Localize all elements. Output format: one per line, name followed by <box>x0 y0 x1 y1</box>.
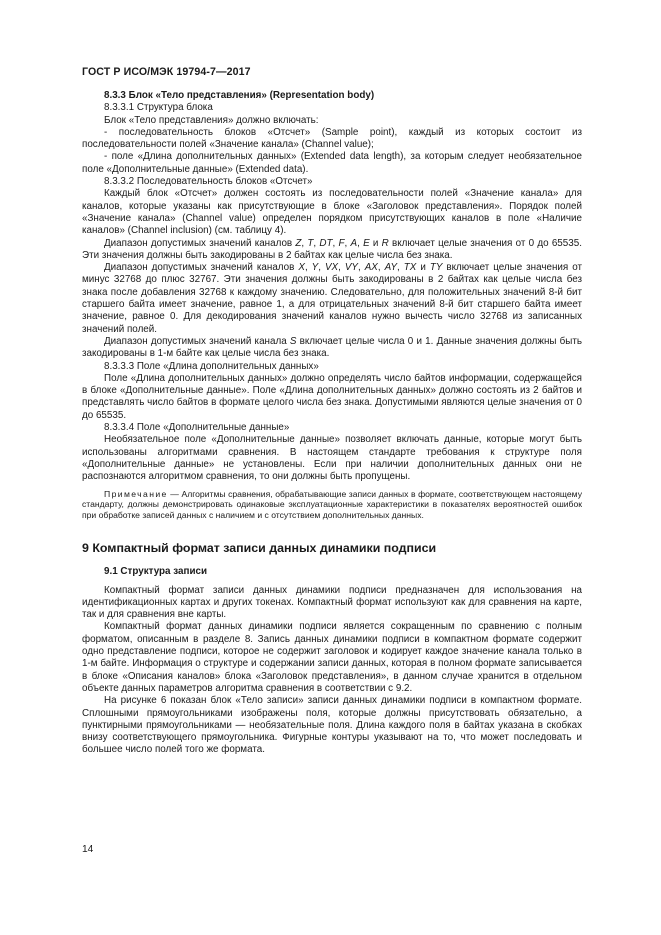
page-number: 14 <box>82 844 94 855</box>
list-item: - последовательность блоков «Отсчет» (Sample point), каждый из которых состоит из последовательности полей «Значение канала» (Channel value); <box>82 126 582 151</box>
paragraph-channel-range-signed <box>82 262 582 336</box>
paragraph: Поле «Длина дополнительных данных» должно определять число байтов информации, содержащейся в блоке «Дополнительные данные». Поле «Длина дополнительных данных» должно состоять из 2 байтов и представлять число байтов в формате целого числа без знака. Допустимыми являются целые значения от 0 до 65535. <box>82 372 582 421</box>
channel-var: Z <box>295 237 302 249</box>
channel-var: X <box>298 262 305 274</box>
channel-var: TY <box>429 262 443 274</box>
subsection-8-3-3-2-title: 8.3.3.2 Последовательность блоков «Отсчет» <box>104 176 313 188</box>
text-run: , <box>377 262 385 274</box>
channel-var: Y <box>311 262 319 274</box>
text-run: , <box>301 237 308 249</box>
paragraph: Необязательное поле «Дополнительные данные» позволяет включать данные, которые могут быть использованы алгоритмами сравнения. В настоящем стандарте требования к структуре поля «Дополнительные данные» не установлены. Если при наличии дополнительных данных они не распознаются алгоритмом сравнения, то они должны быть пропущены. <box>82 434 582 483</box>
paragraph: Каждый блок «Отсчет» должен состоять из последовательности полей «Значение канала» для каналов, которые указаны как присутствующие в блоке «Заголовок представления». Порядок полей «Значение канала» (Channel value) определен порядком присутствующих каналов в поле «Наличие каналов» (Channel inclusion) (см. таблицу 4). <box>82 188 582 237</box>
channel-var: AX <box>364 262 378 274</box>
channel-var: AY <box>384 262 398 274</box>
page-content <box>82 90 582 757</box>
note-label: Примечание <box>104 488 168 499</box>
text-run: , <box>304 262 312 274</box>
paragraph: Блок «Тело представления» должно включать: <box>104 114 319 126</box>
paragraph-channel-range-2byte <box>82 238 582 263</box>
text-run: , <box>344 237 351 249</box>
text-run: , <box>332 237 339 249</box>
text-run: , <box>358 262 365 274</box>
text-run: , <box>313 237 320 249</box>
text-run: , <box>357 237 364 249</box>
text-run: Диапазон допустимых значений канала <box>104 335 290 347</box>
text-run: , <box>318 262 325 274</box>
channel-var: S <box>289 335 297 347</box>
channel-var: R <box>381 237 389 249</box>
note-text: — Алгоритмы сравнения, обрабатывающие записи данных в формате, соответствующем настоящему стандарту, должны демонстрировать одинаковые эксплуатационные характеристики в показателях вероятностей ошибок при обработке записей данных с наличием и с отсутствием дополнительных данных. <box>82 488 582 520</box>
text-run: включает целые числа 0 и 1. Данные значения должны быть закодированы в 1-м байте как целые числа без знака. <box>82 335 583 360</box>
text-run: и <box>416 262 430 274</box>
channel-var: TX <box>403 262 417 274</box>
section-8-3-3-title: 8.3.3 Блок «Тело представления» (Representation body) <box>104 90 375 101</box>
channel-var: E <box>363 237 370 249</box>
subsection-8-3-3-1-title: 8.3.3.1 Структура блока <box>104 102 213 114</box>
document-header: ГОСТ Р ИСО/МЭК 19794-7—2017 <box>82 66 251 78</box>
channel-var: T <box>307 237 314 249</box>
list-item: - поле «Длина дополнительных данных» (Extended data length), за которым следует необязательное поле «Дополнительные данные» (Extended data). <box>82 151 582 175</box>
paragraph-channel-range-s <box>82 336 582 361</box>
note <box>82 489 582 521</box>
text-run: Диапазон допустимых значений каналов <box>104 237 296 249</box>
paragraph: На рисунке 6 показан блок «Тело записи» записи данных динамики подписи в компактном формате. Сплошными прямоугольниками изображены поля, которые должны присутствовать обязательно, а пунктирными прямоугольниками — необязательные поля. Длина каждого поля в байтах указана в скобках внизу соответствующего прямоугольника. Фигурные контуры указывают на то, что может последовать и большее число полей того же формата. <box>82 695 582 756</box>
paragraph: Компактный формат данных динамики подписи является сокращенным по сравнению с полным форматом, описанным в разделе 8. Запись данных динамики подписи в компактном формате содержит одно представление подписи, которое не содержит заголовок и кодирует каждое значение канала только в 1-м байте. Информация о структуре и содержании записи данных, которая в полном формате записывается в блоке «Описания каналов» блока «Заголовок представления», в данном случае хранится в отдельном объекте данных параметров алгоритма сравнения в соответствии с 9.2. <box>82 621 582 694</box>
subsection-8-3-3-3-title: 8.3.3.3 Поле «Длина дополнительных данных» <box>104 360 319 372</box>
channel-var: VX <box>324 262 339 274</box>
text-run: , <box>338 262 345 274</box>
text-run: и <box>369 237 382 249</box>
text-run: Диапазон допустимых значений каналов <box>104 262 299 274</box>
paragraph: Компактный формат записи данных динамики подписи предназначен для использования на идентификационных картах и других токенах. Компактный формат используют как для сравнения на карте, так и для сравнения вне карты. <box>82 584 582 621</box>
channel-var: F <box>338 237 345 249</box>
text-run: , <box>397 262 404 274</box>
text-run: включает целые значения от минус 32768 до плюс 32767. Эти значения должны быть закодированы в 2 байтах как целые числа без знака после добавления 32768 к каждому значению. Следовательно, для положительных значений 8-й бит старшего байта имеет значение, равное 1, а для отрицательных значений 8-й бит старшего байта имеет значение, равное 0. Для декодирования значений каналов нужно вычесть число 32768 из записанных значений полей. <box>82 262 582 335</box>
channel-var: VY <box>344 262 358 274</box>
section-9-title: 9 Компактный формат записи данных динамики подписи <box>82 541 437 556</box>
channel-var: DT <box>319 237 333 249</box>
channel-var: A <box>350 237 358 249</box>
text-run: включает целые значения от 0 до 65535. Эти значения должны быть закодированы в 2 байтах как целые числа без знака. <box>82 237 582 261</box>
subsection-8-3-3-4-title: 8.3.3.4 Поле «Дополнительные данные» <box>104 422 290 434</box>
subsection-9-1-title: 9.1 Структура записи <box>104 566 208 578</box>
